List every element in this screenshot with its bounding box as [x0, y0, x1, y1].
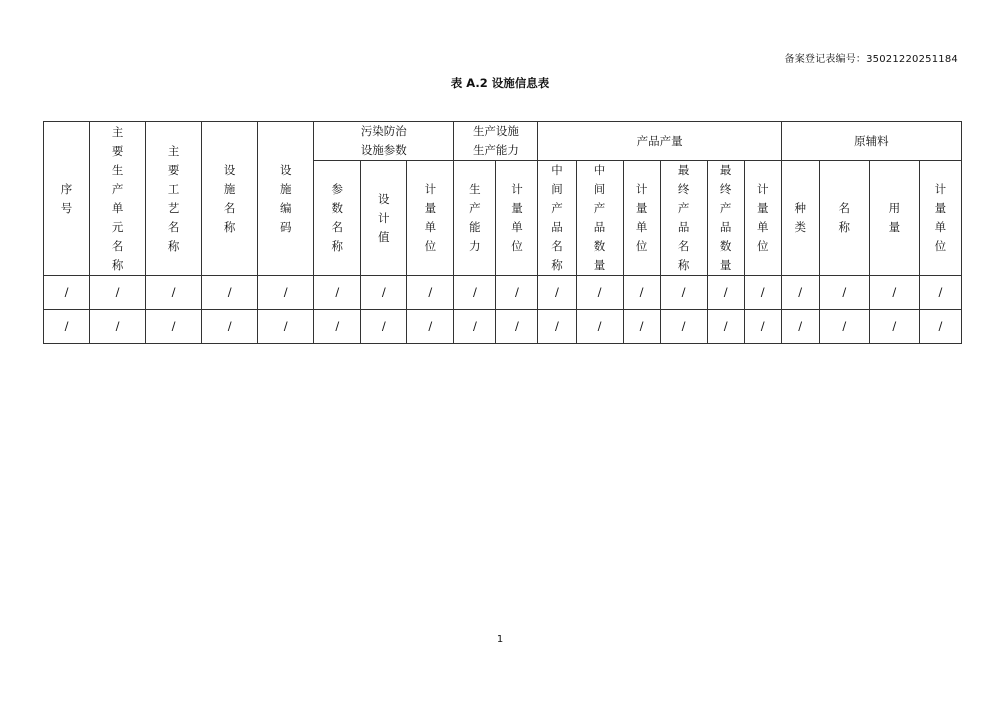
- table-cell: /: [454, 310, 496, 344]
- group-header-pollution-control-params: 污染防治 设施参数: [314, 122, 454, 161]
- header-facility-code: 设 施 编 码: [258, 122, 314, 276]
- table-cell: /: [44, 310, 90, 344]
- subheader-material-type: 种 类: [781, 161, 819, 276]
- table-cell: /: [314, 310, 361, 344]
- subheader-intermediate-product-quantity: 中 间 产 品 数 量: [576, 161, 623, 276]
- table-cell: /: [576, 310, 623, 344]
- table-cell: /: [781, 310, 819, 344]
- table-row: [44, 310, 962, 344]
- table-cell: /: [707, 310, 744, 344]
- subheader-material-name: 名 称: [819, 161, 869, 276]
- table-cell: /: [919, 310, 961, 344]
- table-cell: /: [919, 276, 961, 310]
- subheader-design-value: 设 计 值: [361, 161, 407, 276]
- subheader-material-amount: 用 量: [869, 161, 919, 276]
- table-cell: /: [407, 310, 454, 344]
- subheader-unit: 计 量 单 位: [919, 161, 961, 276]
- table-cell: /: [781, 276, 819, 310]
- table-cell: /: [538, 310, 576, 344]
- group-header-product-output: 产品产量: [538, 122, 781, 161]
- table-cell: /: [361, 276, 407, 310]
- table-cell: /: [44, 276, 90, 310]
- table-cell: /: [623, 276, 660, 310]
- table-cell: /: [707, 276, 744, 310]
- subheader-final-product-name: 最 终 产 品 名 称: [660, 161, 707, 276]
- table-cell: /: [146, 310, 202, 344]
- table-cell: /: [90, 310, 146, 344]
- table-cell: /: [660, 310, 707, 344]
- group-header-raw-materials: 原辅料: [781, 122, 961, 161]
- table-title: 表 A.2 设施信息表: [450, 76, 550, 90]
- table-cell: /: [496, 276, 538, 310]
- subheader-unit: 计 量 单 位: [407, 161, 454, 276]
- header-serial-number: 序 号: [44, 122, 90, 276]
- table-cell: /: [869, 310, 919, 344]
- facility-info-table: [43, 121, 962, 344]
- registration-number: 备案登记表编号：35021220251184: [784, 54, 958, 65]
- table-cell: /: [869, 276, 919, 310]
- table-cell: /: [576, 276, 623, 310]
- table-cell: /: [361, 310, 407, 344]
- table-cell: /: [819, 276, 869, 310]
- page-number: 1: [496, 634, 504, 645]
- table-cell: /: [202, 276, 258, 310]
- table-cell: /: [623, 310, 660, 344]
- group-header-production-capacity: 生产设施 生产能力: [454, 122, 538, 161]
- table-cell: /: [819, 310, 869, 344]
- table-cell: /: [454, 276, 496, 310]
- table-cell: /: [314, 276, 361, 310]
- subheader-production-capacity: 生 产 能 力: [454, 161, 496, 276]
- table-row: [44, 276, 962, 310]
- subheader-unit: 计 量 单 位: [623, 161, 660, 276]
- table-cell: /: [660, 276, 707, 310]
- table-cell: /: [90, 276, 146, 310]
- subheader-intermediate-product-name: 中 间 产 品 名 称: [538, 161, 576, 276]
- table-cell: /: [146, 276, 202, 310]
- table-cell: /: [744, 276, 781, 310]
- subheader-unit: 计 量 单 位: [744, 161, 781, 276]
- table-cell: /: [496, 310, 538, 344]
- subheader-parameter-name: 参 数 名 称: [314, 161, 361, 276]
- header-main-production-unit-name: 主 要 生 产 单 元 名 称: [90, 122, 146, 276]
- table-cell: /: [258, 276, 314, 310]
- table-cell: /: [538, 276, 576, 310]
- table-cell: /: [258, 310, 314, 344]
- header-main-process-name: 主 要 工 艺 名 称: [146, 122, 202, 276]
- table-cell: /: [407, 276, 454, 310]
- subheader-final-product-quantity: 最 终 产 品 数 量: [707, 161, 744, 276]
- header-facility-name: 设 施 名 称: [202, 122, 258, 276]
- subheader-unit: 计 量 单 位: [496, 161, 538, 276]
- table-cell: /: [744, 310, 781, 344]
- table-cell: /: [202, 310, 258, 344]
